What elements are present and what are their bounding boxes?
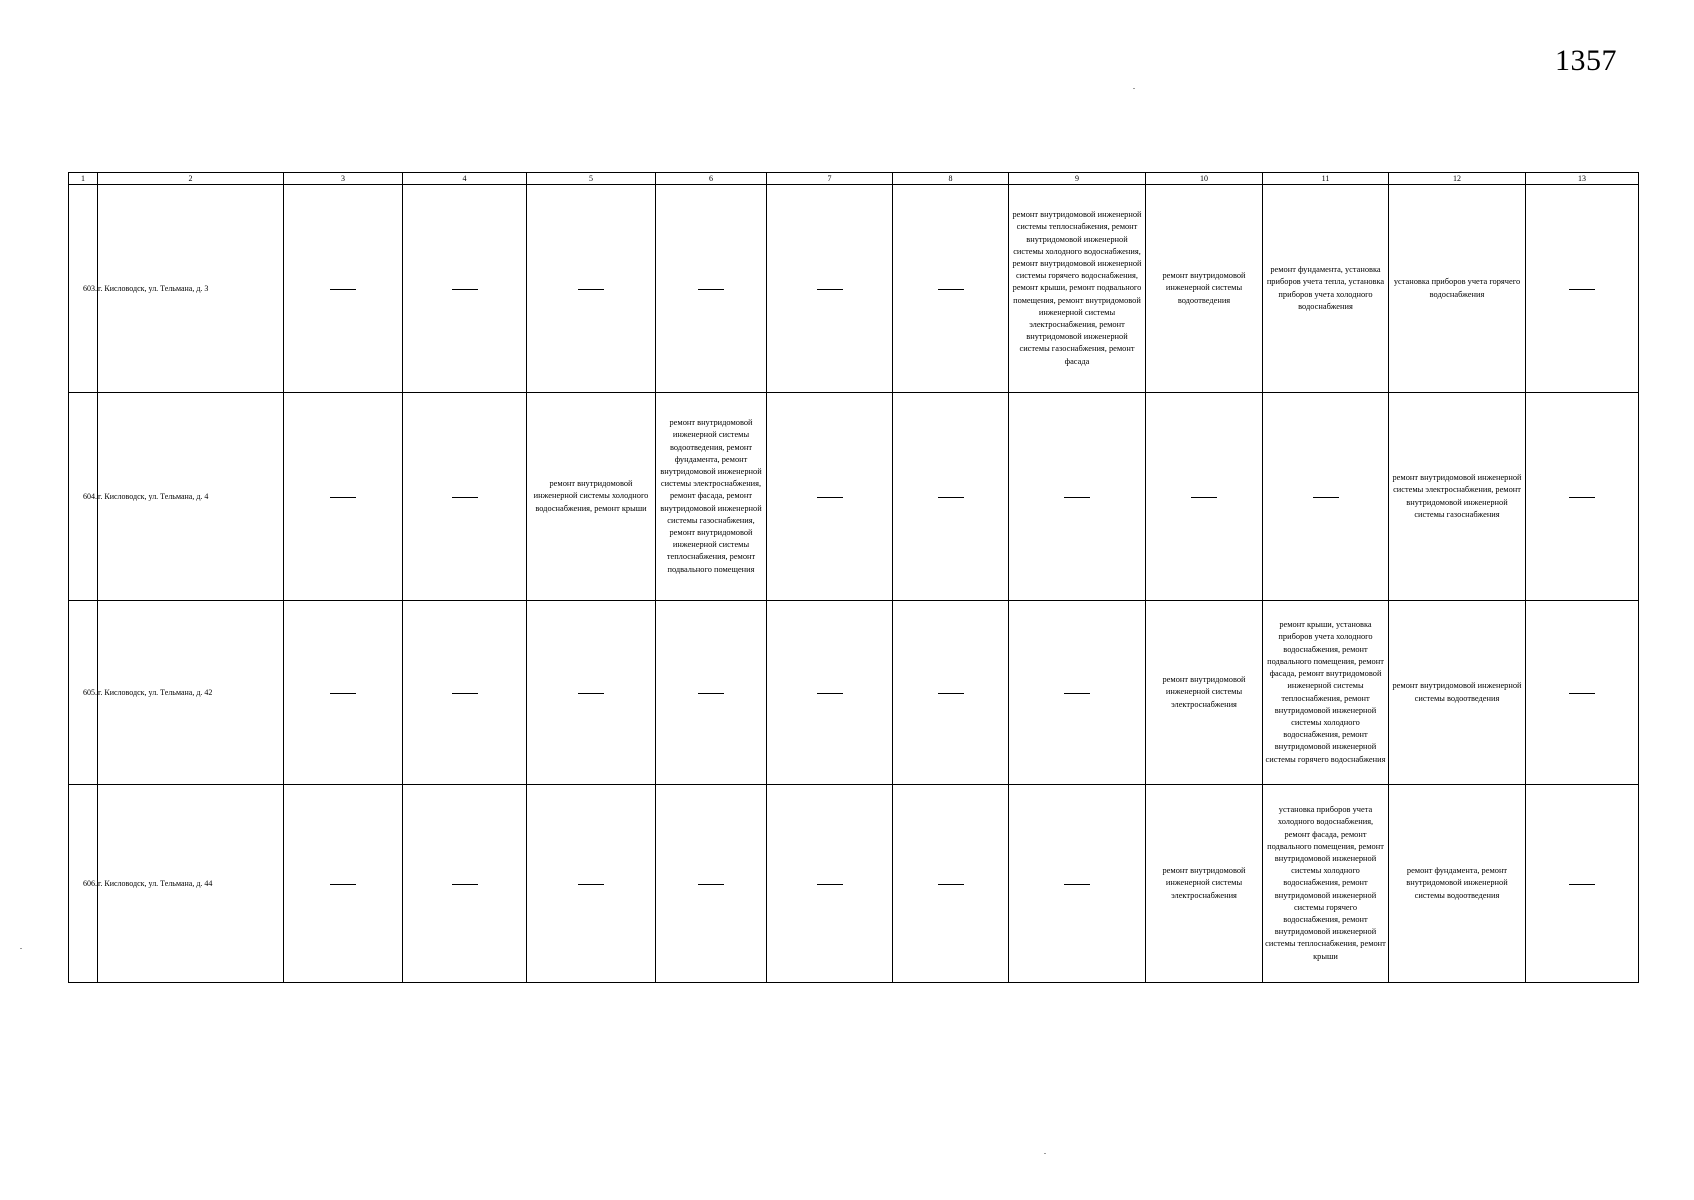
empty-dash [330, 693, 356, 694]
column-number-row [69, 173, 1639, 185]
work-cell [284, 393, 403, 601]
empty-dash [698, 289, 724, 290]
empty-dash [330, 289, 356, 290]
empty-dash [1313, 497, 1339, 498]
repair-schedule-table [68, 172, 1639, 983]
empty-dash [817, 884, 843, 885]
address-cell: г. Кисловодск, ул. Тельмана, д. 44 [98, 785, 284, 983]
empty-dash [578, 884, 604, 885]
work-cell [767, 785, 893, 983]
work-cell [403, 393, 527, 601]
empty-dash [1569, 289, 1595, 290]
work-cell [1009, 185, 1146, 393]
empty-dash [1191, 497, 1217, 498]
work-cell [893, 393, 1009, 601]
work-cell [284, 185, 403, 393]
work-cell [403, 185, 527, 393]
scan-speck [20, 948, 22, 949]
empty-dash [1569, 693, 1595, 694]
work-cell [1146, 185, 1263, 393]
work-cell [284, 785, 403, 983]
empty-dash [817, 497, 843, 498]
table-row [69, 601, 1639, 785]
work-description: установка приборов учета горячего водоснабжения [1393, 277, 1521, 299]
work-cell [1263, 785, 1389, 983]
work-cell [656, 785, 767, 983]
column-number: 2 [98, 173, 284, 185]
scan-speck [1044, 1153, 1046, 1154]
work-description: ремонт внутридомовой инженерной системы водоотведения [1392, 681, 1522, 703]
work-cell [656, 601, 767, 785]
column-number: 1 [69, 173, 98, 185]
column-number: 9 [1009, 173, 1146, 185]
work-cell [1263, 393, 1389, 601]
work-cell [1389, 185, 1526, 393]
work-cell [403, 785, 527, 983]
work-cell [1146, 601, 1263, 785]
table-row [69, 785, 1639, 983]
scan-speck [1133, 88, 1135, 89]
column-number: 5 [527, 173, 656, 185]
empty-dash [452, 497, 478, 498]
work-description: ремонт внутридомовой инженерной системы электроснабжения [1162, 675, 1246, 709]
work-cell [893, 185, 1009, 393]
work-cell [1526, 185, 1639, 393]
page-number: 1357 [1555, 44, 1617, 77]
work-cell [527, 185, 656, 393]
empty-dash [452, 289, 478, 290]
address-cell: г. Кисловодск, ул. Тельмана, д. 4 [98, 393, 284, 601]
work-cell [527, 393, 656, 601]
work-cell [1389, 601, 1526, 785]
work-cell [1146, 393, 1263, 601]
empty-dash [452, 884, 478, 885]
empty-dash [1064, 497, 1090, 498]
empty-dash [578, 693, 604, 694]
work-description: ремонт внутридомовой инженерной системы электроснабжения, ремонт внутридомовой инженерной системы газоснабжения [1392, 473, 1522, 519]
row-number: 606. [69, 785, 98, 983]
empty-dash [938, 497, 964, 498]
empty-dash [938, 289, 964, 290]
empty-dash [938, 884, 964, 885]
work-cell [1009, 785, 1146, 983]
work-cell [1526, 785, 1639, 983]
table-row [69, 393, 1639, 601]
work-cell [1526, 601, 1639, 785]
work-description: ремонт внутридомовой инженерной системы водоотведения [1162, 271, 1246, 305]
column-number: 13 [1526, 173, 1639, 185]
work-description: ремонт крыши, установка приборов учета холодного водоснабжения, ремонт подвального помещения, ремонт фасада, ремонт внутридомовой инженерной системы теплоснабжения, ремонт внутридомовой инженерной системы холодного водоснабжения, ремонт внутридомовой инженерной системы горячего водоснабжения [1265, 620, 1386, 764]
address-cell: г. Кисловодск, ул. Тельмана, д. 42 [98, 601, 284, 785]
empty-dash [1569, 497, 1595, 498]
row-number: 605. [69, 601, 98, 785]
work-description: ремонт фундамента, установка приборов учета тепла, установка приборов учета холодного водоснабжения [1266, 265, 1385, 311]
work-description: ремонт фундамента, ремонт внутридомовой инженерной системы водоотведения [1406, 866, 1508, 900]
empty-dash [938, 693, 964, 694]
column-number: 10 [1146, 173, 1263, 185]
empty-dash [698, 884, 724, 885]
work-cell [767, 393, 893, 601]
column-number: 4 [403, 173, 527, 185]
work-cell [893, 601, 1009, 785]
column-number: 12 [1389, 173, 1526, 185]
work-cell [1389, 785, 1526, 983]
work-cell [656, 185, 767, 393]
work-cell [1009, 393, 1146, 601]
work-description: ремонт внутридомовой инженерной системы холодного водоснабжения, ремонт крыши [533, 479, 649, 513]
work-cell [527, 601, 656, 785]
empty-dash [698, 693, 724, 694]
empty-dash [1064, 693, 1090, 694]
column-number: 7 [767, 173, 893, 185]
work-cell [527, 785, 656, 983]
empty-dash [330, 884, 356, 885]
work-cell [1009, 601, 1146, 785]
work-description: ремонт внутридомовой инженерной системы теплоснабжения, ремонт внутридомовой инженерной системы холодного водоснабжения, ремонт внутридомовой инженерной системы горячего водоснабжения, ремонт крыши, ремонт подвального помещения, ремонт внутридомовой инженерной системы электроснабжения, ремонт внутридомовой инженерной системы газоснабжения, ремонт фасада [1012, 210, 1142, 366]
table-row [69, 185, 1639, 393]
row-number: 603. [69, 185, 98, 393]
work-cell [767, 601, 893, 785]
work-cell [893, 785, 1009, 983]
work-cell [1263, 185, 1389, 393]
work-description: ремонт внутридомовой инженерной системы электроснабжения [1162, 866, 1246, 900]
empty-dash [330, 497, 356, 498]
work-cell [1263, 601, 1389, 785]
column-number: 11 [1263, 173, 1389, 185]
empty-dash [1569, 884, 1595, 885]
empty-dash [817, 289, 843, 290]
work-cell [656, 393, 767, 601]
empty-dash [817, 693, 843, 694]
empty-dash [578, 289, 604, 290]
work-cell [1526, 393, 1639, 601]
work-cell [1389, 393, 1526, 601]
work-description: ремонт внутридомовой инженерной системы водоотведения, ремонт фундамента, ремонт внутридомовой инженерной системы электроснабжения, ремонт фасада, ремонт внутридомовой инженерной системы газоснабжения, ремонт внутридомовой инженерной системы теплоснабжения, ремонт подвального помещения [660, 418, 762, 574]
work-cell [1146, 785, 1263, 983]
work-cell [767, 185, 893, 393]
work-description: установка приборов учета холодного водоснабжения, ремонт фасада, ремонт подвального помещения, ремонт внутридомовой инженерной системы холодного водоснабжения, ремонт внутридомовой инженерной системы горячего водоснабжения, ремонт внутридомовой инженерной системы теплоснабжения, ремонт крыши [1265, 805, 1386, 961]
work-cell [284, 601, 403, 785]
row-number: 604. [69, 393, 98, 601]
column-number: 3 [284, 173, 403, 185]
column-number: 6 [656, 173, 767, 185]
address-cell: г. Кисловодск, ул. Тельмана, д. 3 [98, 185, 284, 393]
empty-dash [452, 693, 478, 694]
work-cell [403, 601, 527, 785]
column-number: 8 [893, 173, 1009, 185]
empty-dash [1064, 884, 1090, 885]
